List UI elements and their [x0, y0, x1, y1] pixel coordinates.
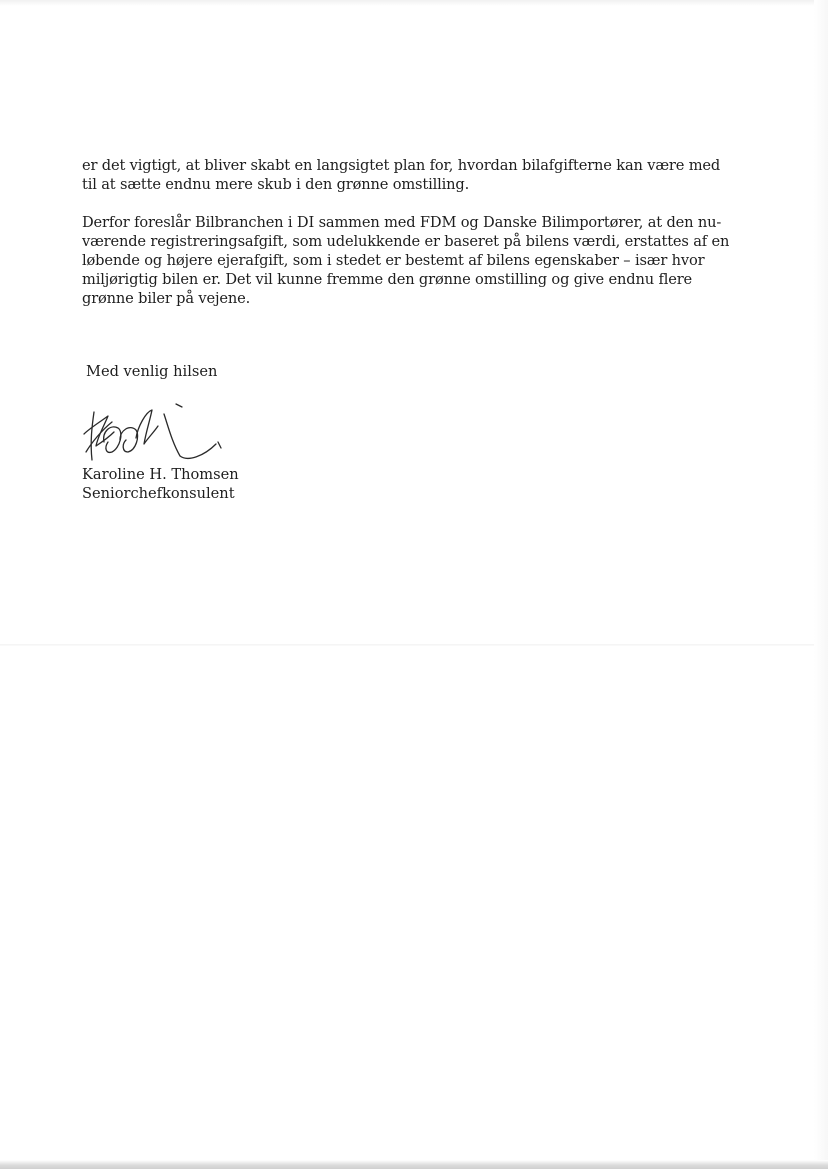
handwritten-signature-icon: [80, 402, 230, 466]
text-line: grønne biler på vejene.: [82, 290, 251, 307]
text-line: miljørigtig bilen er. Det vil kunne fremme den grønne omstilling og give endnu flere: [82, 271, 693, 288]
signer-title: Seniorchefkonsulent: [82, 485, 235, 502]
letter-body: [82, 156, 730, 308]
text-line: Derfor foreslår Bilbranchen i DI sammen med FDM og Danske Bilimportører, at den nu-: [82, 214, 722, 231]
page-fold-line: [0, 644, 828, 646]
paragraph-1: [82, 156, 721, 194]
text-line: er det vigtigt, at bliver skabt en langsigtet plan for, hvordan bilafgifterne kan være med: [82, 157, 721, 174]
text-line: værende registreringsafgift, som udelukkende er baseret på bilens værdi, erstattes af en: [82, 233, 730, 250]
text-line: løbende og højere ejerafgift, som i stedet er bestemt af bilens egenskaber – især hvor: [82, 252, 705, 269]
text-line: til at sætte endnu mere skub i den grønne omstilling.: [82, 176, 470, 193]
closing-salutation: Med venlig hilsen: [86, 363, 218, 380]
paragraph-2: [82, 213, 730, 308]
scan-edge-bottom: [0, 1160, 828, 1169]
scan-edge-right: [814, 0, 828, 1169]
scan-edge-top: [0, 0, 828, 6]
signer-block: [82, 465, 239, 503]
signer-name: Karoline H. Thomsen: [82, 466, 239, 483]
